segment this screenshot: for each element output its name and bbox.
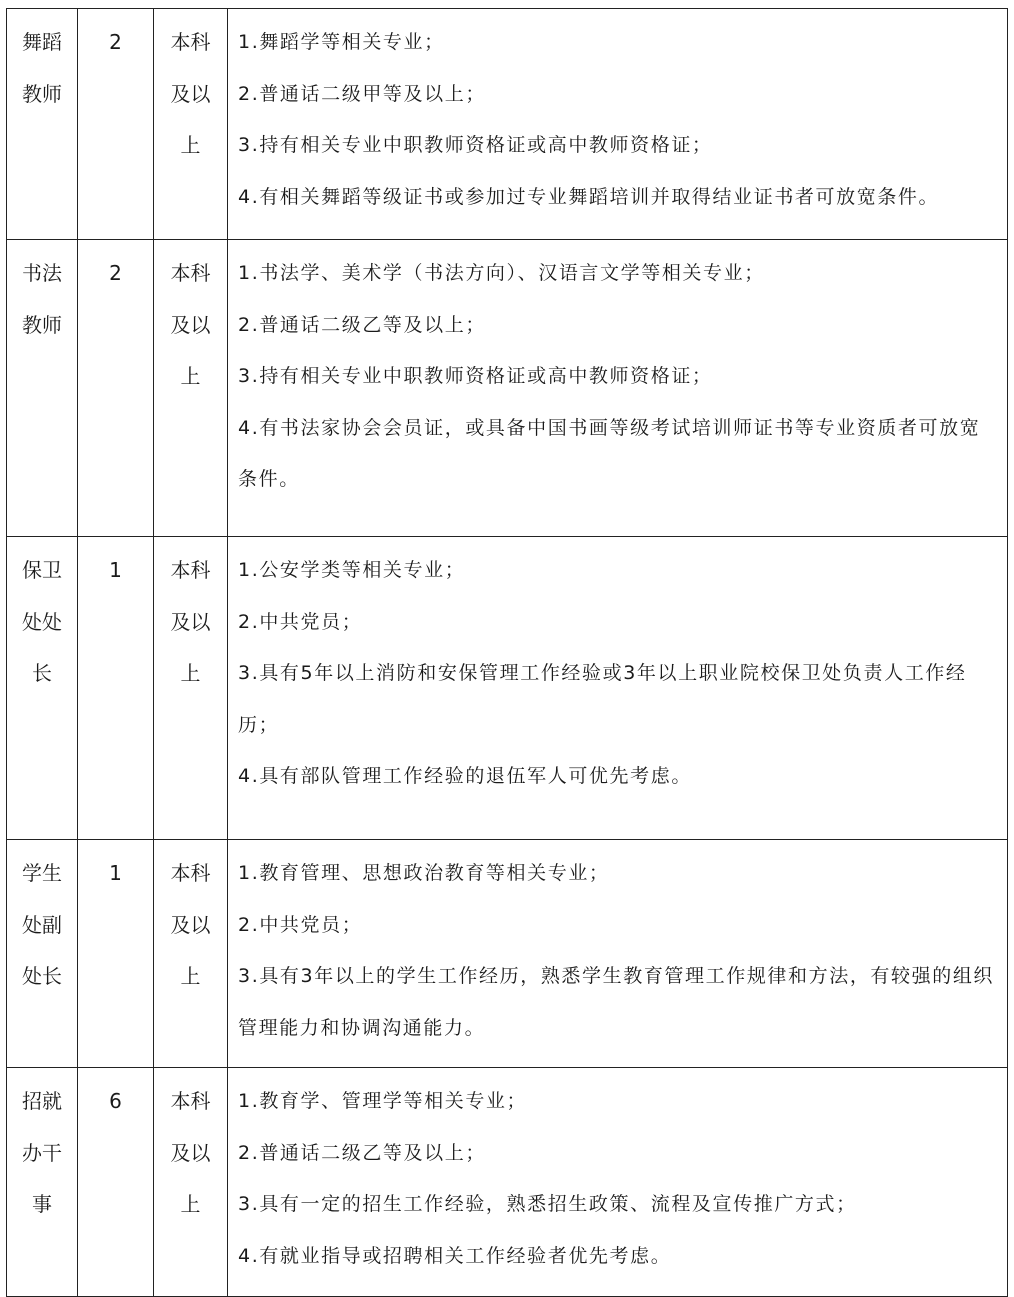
education-cell: 本科 及以 上 xyxy=(154,840,228,1068)
requirements-cell xyxy=(228,537,1008,840)
requirement-item: 3.持有相关专业中职教师资格证或高中教师资格证； xyxy=(238,365,713,387)
requirement-item: 2.普通话二级甲等及以上； xyxy=(238,82,486,105)
requirement-item: 3.具有3年以上的学生工作经历，熟悉学生教育管理工作规律和方法，有较强的组织管理能力和协调沟通能力。 xyxy=(238,965,995,1039)
requirement-item: 2.普通话二级乙等及以上； xyxy=(238,313,486,336)
requirement-item: 4.有就业指导或招聘相关工作经验者优先考虑。 xyxy=(238,1244,672,1267)
table-row xyxy=(7,537,1008,840)
requirement-item: 1.书法学、美术学（书法方向）、汉语言文学等相关专业； xyxy=(238,262,765,284)
requirement-item: 1.教育学、管理学等相关专业； xyxy=(238,1090,528,1112)
requirement-item: 1.舞蹈学等相关专业； xyxy=(238,31,445,53)
requirements-cell xyxy=(228,240,1008,537)
requirements-cell xyxy=(228,9,1008,240)
count-cell: 2 xyxy=(78,9,154,240)
requirement-item: 3.具有一定的招生工作经验，熟悉招生政策、流程及宣传推广方式； xyxy=(238,1193,857,1215)
requirement-item: 1.公安学类等相关专业； xyxy=(238,559,466,581)
requirement-item: 3.具有5年以上消防和安保管理工作经验或3年以上职业院校保卫处负责人工作经历； xyxy=(238,662,967,736)
position-cell: 学生 处副 处长 xyxy=(7,840,78,1068)
requirement-item: 3.持有相关专业中职教师资格证或高中教师资格证； xyxy=(238,134,713,156)
education-cell: 本科 及以 上 xyxy=(154,9,228,240)
requirement-item: 2.中共党员； xyxy=(238,610,363,633)
table-row xyxy=(7,240,1008,537)
requirement-item: 4.具有部队管理工作经验的退伍军人可优先考虑。 xyxy=(238,765,692,787)
requirement-item: 2.普通话二级乙等及以上； xyxy=(238,1141,486,1164)
table-row xyxy=(7,9,1008,240)
count-cell: 1 xyxy=(78,537,154,840)
requirement-item: 4.有相关舞蹈等级证书或参加过专业舞蹈培训并取得结业证书者可放宽条件。 xyxy=(238,185,940,208)
position-cell: 舞蹈 教师 xyxy=(7,9,78,240)
position-cell: 保卫 处处 长 xyxy=(7,537,78,840)
job-requirements-table xyxy=(6,8,1008,1297)
requirements-cell xyxy=(228,840,1008,1068)
requirement-item: 1.教育管理、思想政治教育等相关专业； xyxy=(238,862,610,884)
count-cell: 1 xyxy=(78,840,154,1068)
requirements-cell xyxy=(228,1068,1008,1297)
count-cell: 2 xyxy=(78,240,154,537)
requirement-item: 2.中共党员； xyxy=(238,913,363,936)
education-cell: 本科 及以 上 xyxy=(154,537,228,840)
table-row xyxy=(7,1068,1008,1297)
position-cell: 招就 办干 事 xyxy=(7,1068,78,1297)
table-row xyxy=(7,840,1008,1068)
count-cell: 6 xyxy=(78,1068,154,1297)
position-cell: 书法 教师 xyxy=(7,240,78,537)
education-cell: 本科 及以 上 xyxy=(154,1068,228,1297)
requirement-item: 4.有书法家协会会员证，或具备中国书画等级考试培训师证书等专业资质者可放宽条件。 xyxy=(238,416,981,490)
education-cell: 本科 及以 上 xyxy=(154,240,228,537)
